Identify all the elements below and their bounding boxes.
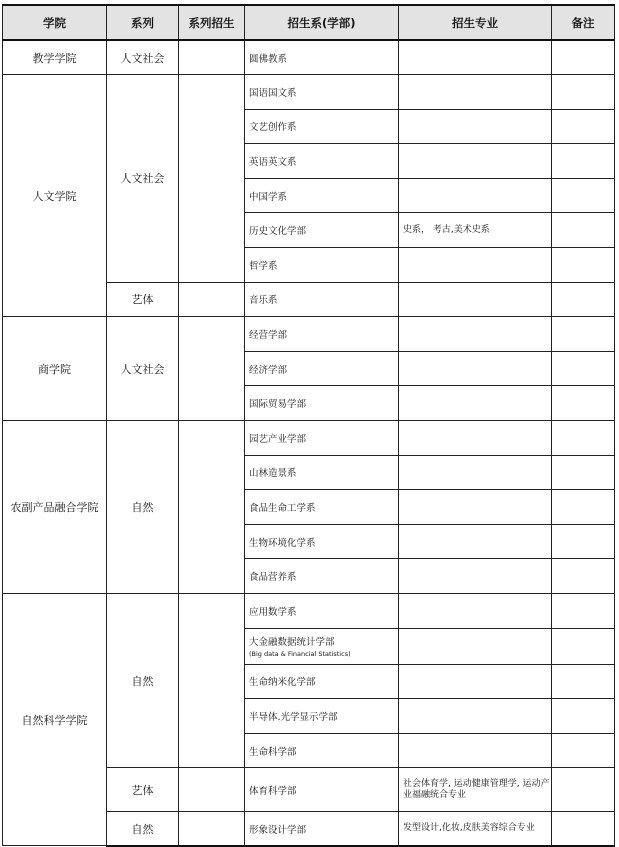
series-cell: 艺体 [107, 768, 179, 812]
department-cell [245, 178, 399, 213]
department-cell [245, 733, 399, 768]
department-name: 园艺产业学部 [249, 433, 307, 445]
remarks-cell [552, 455, 615, 490]
department-cell [245, 628, 399, 664]
series-admission-cell [179, 75, 245, 283]
series-admission-cell [179, 768, 245, 812]
department-name: 食品营养系 [249, 572, 297, 584]
department-name: 音乐系 [249, 295, 278, 307]
remarks-cell [552, 213, 615, 248]
series-admission-cell [179, 40, 245, 75]
college-cell: 人文学院 [3, 75, 107, 317]
remarks-cell [552, 421, 615, 456]
major-cell [399, 317, 552, 352]
department-name: 生命纳米化学部 [249, 677, 316, 689]
department-cell [245, 524, 399, 559]
major-cell [399, 699, 552, 734]
college-cell: 农副产品融合学院 [3, 421, 107, 594]
header-series: 系列 [107, 5, 179, 40]
department-name: 文艺创作系 [249, 122, 297, 134]
major-cell [399, 559, 552, 594]
remarks-cell [552, 594, 615, 629]
series-cell: 自然 [107, 421, 179, 594]
series-cell: 艺体 [107, 282, 179, 317]
remarks-cell [552, 248, 615, 283]
major-cell: 史系， 考古,美术史系 [399, 213, 552, 248]
major-cell [399, 524, 552, 559]
major-cell [399, 594, 552, 629]
department-name: 食品生命工学系 [249, 503, 316, 515]
department-cell [245, 75, 399, 110]
college-cell: 商学院 [3, 317, 107, 421]
department-name: 历史文化学部 [249, 226, 307, 238]
remarks-cell [552, 490, 615, 525]
remarks-cell [552, 664, 615, 699]
department-cell [245, 144, 399, 179]
department-name: 国语国文系 [249, 87, 297, 99]
table-row [3, 40, 615, 75]
department-cell [245, 282, 399, 317]
department-name: 半导体.光学显示学部 [249, 711, 338, 723]
department-name: 体育科学部 [249, 785, 297, 797]
remarks-cell [552, 317, 615, 352]
header-major: 招生专业 [399, 5, 552, 40]
department-name: 哲学系 [249, 260, 278, 272]
major-cell [399, 733, 552, 768]
remarks-cell [552, 699, 615, 734]
department-cell [245, 812, 399, 846]
department-name: 中国学系 [249, 191, 288, 203]
department-cell [245, 664, 399, 699]
department-cell [245, 699, 399, 734]
department-name: 应用数学系 [249, 606, 297, 618]
department-cell [245, 351, 399, 386]
department-cell [245, 559, 399, 594]
header-row [3, 5, 615, 40]
remarks-cell [552, 768, 615, 812]
remarks-cell [552, 559, 615, 594]
department-cell [245, 213, 399, 248]
major-cell [399, 109, 552, 144]
department-cell [245, 455, 399, 490]
department-name: 形象设计学部 [249, 824, 307, 836]
department-cell [245, 40, 399, 75]
header-college: 学院 [3, 5, 107, 40]
major-cell: 社会体育学, 运动健康管理学, 运动产业福融统合专业 [399, 768, 552, 812]
table-row [3, 421, 615, 456]
remarks-cell [552, 351, 615, 386]
header-remarks: 备注 [552, 5, 615, 40]
remarks-cell [552, 75, 615, 110]
college-cell: 教学学院 [3, 40, 107, 75]
department-name: 生命科学部 [249, 746, 297, 758]
department-cell [245, 109, 399, 144]
header-department: 招生系(学部) [245, 5, 399, 40]
remarks-cell [552, 144, 615, 179]
department-name: 经济学部 [249, 364, 288, 376]
department-name: 生物环境化学系 [249, 537, 316, 549]
major-cell [399, 144, 552, 179]
major-cell [399, 75, 552, 110]
department-name: 圆佛教系 [249, 53, 288, 65]
major-cell [399, 664, 552, 699]
series-cell: 人文社会 [107, 40, 179, 75]
department-name: 经营学部 [249, 330, 288, 342]
major-cell [399, 178, 552, 213]
department-cell [245, 317, 399, 352]
department-cell [245, 768, 399, 812]
remarks-cell [552, 733, 615, 768]
remarks-cell [552, 812, 615, 846]
major-cell [399, 490, 552, 525]
department-cell [245, 421, 399, 456]
major-cell [399, 386, 552, 421]
major-cell [399, 248, 552, 283]
major-cell [399, 282, 552, 317]
department-cell [245, 594, 399, 629]
series-admission-cell [179, 594, 245, 768]
department-cell [245, 490, 399, 525]
department-name: 山林造景系 [249, 468, 297, 480]
remarks-cell [552, 524, 615, 559]
series-cell: 人文社会 [107, 75, 179, 283]
department-name: 大金融数据统计学部 [249, 637, 335, 649]
remarks-cell [552, 282, 615, 317]
department-english-name: (Big data & Financial Statistics) [249, 650, 351, 659]
admissions-table [2, 4, 615, 847]
college-cell: 自然科学学院 [3, 594, 107, 846]
remarks-cell [552, 386, 615, 421]
series-cell: 自然 [107, 594, 179, 768]
series-cell: 人文社会 [107, 317, 179, 421]
major-cell [399, 421, 552, 456]
remarks-cell [552, 628, 615, 664]
series-cell: 自然 [107, 812, 179, 846]
remarks-cell [552, 109, 615, 144]
remarks-cell [552, 178, 615, 213]
major-cell: 发型设计,化妆,皮肤美容综合专业 [399, 812, 552, 846]
series-admission-cell [179, 317, 245, 421]
table-body [3, 40, 615, 846]
major-cell [399, 40, 552, 75]
department-cell [245, 248, 399, 283]
department-cell [245, 386, 399, 421]
remarks-cell [552, 40, 615, 75]
series-admission-cell [179, 421, 245, 594]
series-admission-cell [179, 282, 245, 317]
department-name: 英语英文系 [249, 157, 297, 169]
table-row [3, 594, 615, 629]
major-cell [399, 351, 552, 386]
major-cell [399, 628, 552, 664]
major-cell [399, 455, 552, 490]
table-row [3, 75, 615, 110]
header-series-admission: 系列招生 [179, 5, 245, 40]
series-admission-cell [179, 812, 245, 846]
department-name: 国际贸易学部 [249, 399, 307, 411]
table-row [3, 317, 615, 352]
